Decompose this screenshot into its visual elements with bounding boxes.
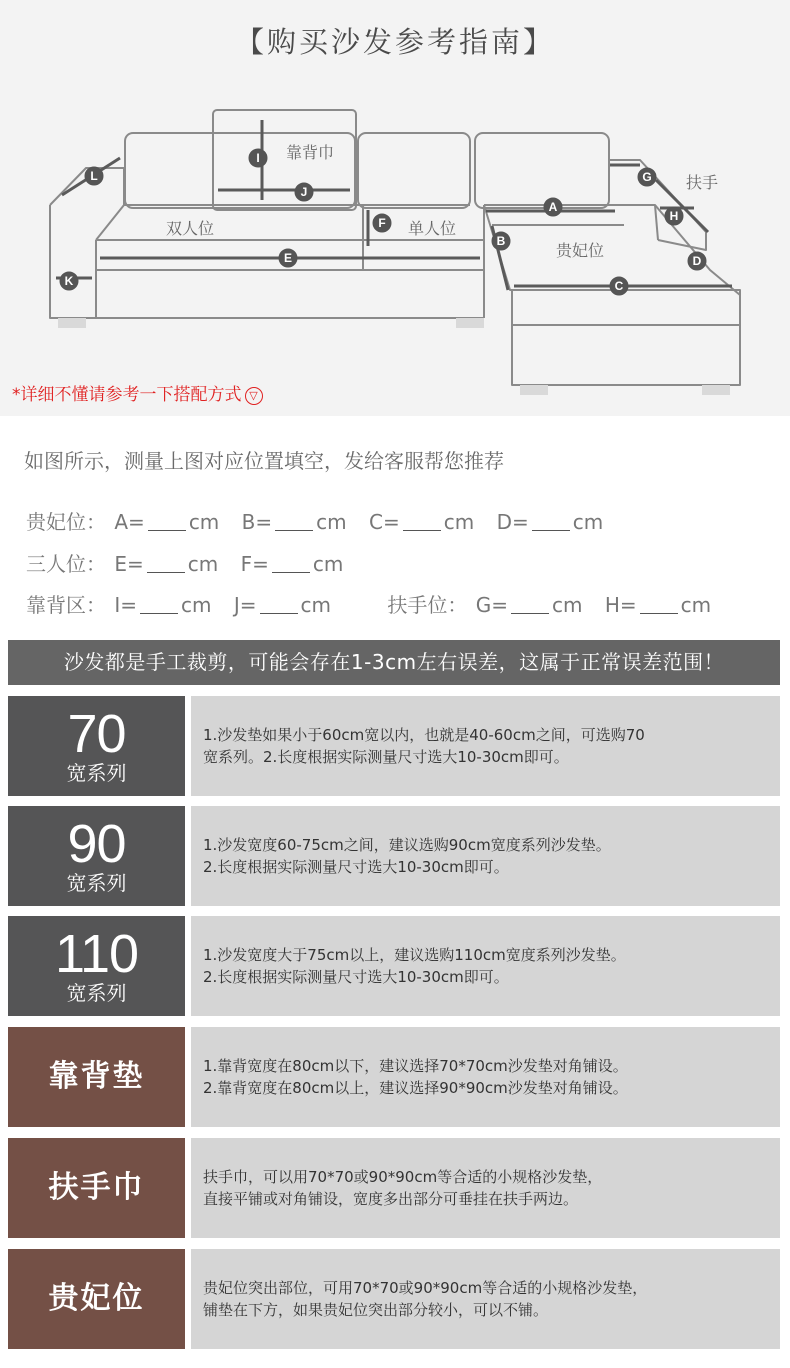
marker-b: B — [496, 234, 506, 248]
description-line: 1.沙发垫如果小于60cm宽以内，也就是40-60cm之间，可选购70 — [203, 726, 645, 744]
form-field-c[interactable] — [369, 510, 474, 534]
marker-i: I — [256, 151, 260, 165]
marker-l: L — [90, 169, 98, 183]
description-line: 贵妃位突出部位，可用70*70或90*90cm等合适的小规格沙发垫， — [203, 1279, 648, 1297]
size-number: 110 — [54, 924, 139, 984]
blank-line[interactable] — [532, 513, 570, 531]
description-line: 1.沙发宽度大于75cm以上，建议选购110cm宽度系列沙发垫。 — [203, 946, 626, 964]
field-unit: cm — [312, 552, 344, 576]
form-field-e[interactable] — [114, 552, 218, 576]
size-badge — [8, 916, 185, 1016]
description-line: 铺垫在下方，如果贵妃位突出部分较小，可以不铺。 — [203, 1301, 549, 1319]
page-title: 【购买沙发参考指南】 — [234, 25, 555, 59]
row-kaobeidian — [8, 1027, 780, 1127]
label-fushou: 扶手 — [686, 173, 719, 192]
description-line: 2.长度根据实际测量尺寸选大10-30cm即可。 — [203, 858, 509, 876]
field-prefix: H= — [604, 593, 637, 617]
description-line: 直接平铺或对角铺设，宽度多出部分可垂挂在扶手两边。 — [203, 1190, 579, 1208]
blank-line[interactable] — [272, 555, 310, 573]
label-kaobeijin: 靠背巾 — [286, 143, 335, 162]
size-number: 90 — [67, 814, 126, 874]
marker-d: D — [692, 254, 702, 268]
field-prefix: G= — [475, 593, 508, 617]
instruction-text: 如图所示，测量上图对应位置填空，发给客服帮您推荐 — [24, 449, 504, 473]
row-fushoujin — [8, 1138, 780, 1238]
marker-c: C — [614, 279, 624, 293]
field-unit: cm — [188, 510, 220, 534]
field-prefix: E= — [114, 552, 144, 576]
size-number: 70 — [67, 704, 126, 764]
field-unit: cm — [680, 593, 712, 617]
form-row-guifeiwei — [26, 506, 619, 535]
blank-line[interactable] — [260, 596, 298, 614]
field-prefix: D= — [496, 510, 529, 534]
row-guifeiwei — [8, 1249, 780, 1349]
marker-k: K — [64, 274, 74, 288]
size-row-90 — [8, 806, 780, 906]
field-unit: cm — [443, 510, 475, 534]
category-description — [191, 1027, 780, 1127]
marker-j: J — [300, 185, 308, 199]
category-title: 扶手巾 — [48, 1170, 145, 1205]
field-prefix: J= — [233, 593, 257, 617]
field-unit: cm — [187, 552, 219, 576]
blank-line[interactable] — [147, 555, 185, 573]
marker-f: F — [378, 216, 386, 230]
form-label: 贵妃位： — [26, 510, 106, 534]
form-label: 三人位： — [26, 552, 106, 576]
form-row-kaobeiqu — [26, 589, 727, 618]
description-line: 宽系列。2.长度根据实际测量尺寸选大10-30cm即可。 — [203, 748, 569, 766]
label-shuangrenwei: 双人位 — [166, 219, 215, 238]
label-danrenwei: 单人位 — [408, 219, 457, 238]
description-line: 2.长度根据实际测量尺寸选大10-30cm即可。 — [203, 968, 509, 986]
description-line: 1.靠背宽度在80cm以下，建议选择70*70cm沙发垫对角铺设。 — [203, 1057, 628, 1075]
field-unit: cm — [316, 510, 347, 534]
category-badge — [8, 1249, 185, 1349]
form-field-i[interactable] — [114, 593, 211, 617]
form-field-j[interactable] — [234, 593, 331, 617]
form-field-f[interactable] — [241, 552, 344, 576]
form-field-a[interactable] — [114, 510, 219, 534]
category-description — [191, 1138, 780, 1238]
field-unit: cm — [181, 593, 212, 617]
field-unit: cm — [551, 593, 583, 617]
description-line: 1.沙发宽度60-75cm之间，建议选购90cm宽度系列沙发垫。 — [203, 836, 611, 854]
field-prefix: A= — [114, 510, 145, 534]
blank-line[interactable] — [511, 596, 549, 614]
category-badge — [8, 1138, 185, 1238]
form-field-h[interactable] — [605, 593, 711, 617]
form-field-d[interactable] — [497, 510, 604, 534]
category-badge — [8, 1027, 185, 1127]
size-description — [191, 916, 780, 1016]
form-label: 靠背区： — [26, 593, 106, 617]
note-text — [12, 380, 263, 405]
blank-line[interactable] — [148, 513, 186, 531]
form-row-sanrenwei — [26, 548, 359, 577]
chevron-down-circle-icon: ▽ — [245, 387, 263, 405]
field-prefix: F= — [240, 552, 269, 576]
size-unit: 宽系列 — [66, 871, 127, 895]
marker-a: A — [548, 200, 558, 214]
note-label: *详细不懂请参考一下搭配方式 — [12, 385, 242, 405]
category-title: 靠背垫 — [48, 1059, 145, 1094]
size-unit: 宽系列 — [66, 761, 127, 785]
marker-h: H — [669, 209, 679, 223]
size-badge — [8, 696, 185, 796]
description-line: 2.靠背宽度在80cm以上，建议选择90*90cm沙发垫对角铺设。 — [203, 1079, 628, 1097]
category-title: 贵妃位 — [48, 1281, 145, 1316]
field-unit: cm — [572, 510, 604, 534]
size-description — [191, 806, 780, 906]
marker-e: E — [283, 251, 293, 265]
description-line: 扶手巾，可以用70*70或90*90cm等合适的小规格沙发垫， — [203, 1168, 603, 1186]
sofa-diagram-panel — [0, 0, 790, 416]
label-guifeiwei: 贵妃位 — [556, 241, 605, 260]
size-unit: 宽系列 — [66, 981, 127, 1005]
blank-line[interactable] — [640, 596, 678, 614]
marker-g: G — [642, 170, 652, 184]
blank-line[interactable] — [403, 513, 441, 531]
category-description — [191, 1249, 780, 1349]
sofa-diagram — [0, 0, 790, 416]
form-label-fushouwei: 扶手位： — [387, 593, 468, 617]
size-description — [191, 696, 780, 796]
form-field-g[interactable] — [476, 593, 583, 617]
size-row-110 — [8, 916, 780, 1016]
size-badge — [8, 806, 185, 906]
field-unit: cm — [300, 593, 331, 617]
field-prefix: C= — [368, 510, 400, 534]
blank-line[interactable] — [140, 596, 178, 614]
blank-line[interactable] — [275, 513, 313, 531]
error-tolerance-banner: 沙发都是手工裁剪，可能会存在1-3cm左右误差，这属于正常误差范围！ — [8, 640, 780, 685]
form-field-b[interactable] — [242, 510, 347, 534]
field-prefix: I= — [114, 593, 138, 617]
field-prefix: B= — [241, 510, 273, 534]
size-row-70 — [8, 696, 780, 796]
